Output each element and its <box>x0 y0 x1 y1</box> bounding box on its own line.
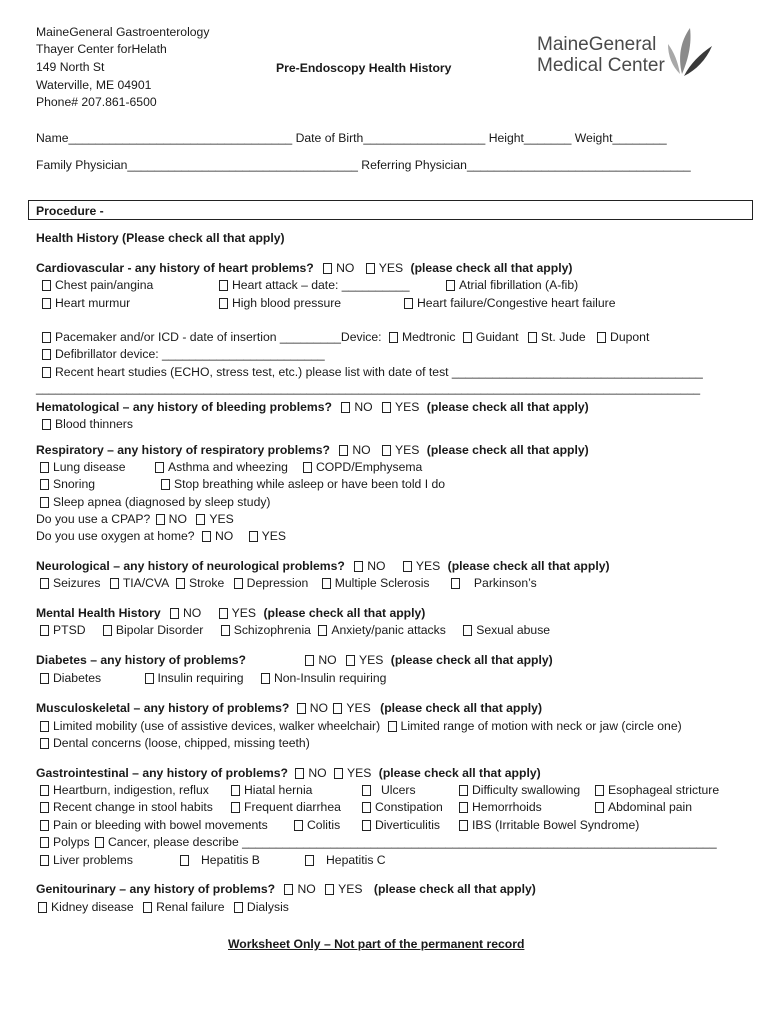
resp-lung: Lung disease <box>40 459 126 475</box>
constipation-checkbox[interactable] <box>362 802 371 813</box>
gu-yes-checkbox[interactable] <box>325 884 334 895</box>
resp-snoring: Snoring <box>40 476 95 492</box>
oxygen-row: Do you use oxygen at home? NO YES <box>36 529 286 543</box>
stjude-checkbox[interactable] <box>528 332 537 343</box>
cardio-row <box>36 260 572 276</box>
resp-row: Respiratory – any history of respiratory problems? NO YES (please check all that apply) <box>36 443 589 457</box>
gu-items: Kidney disease Renal failure Dialysis <box>38 899 289 915</box>
hemat-thinners: Blood thinners <box>42 416 133 432</box>
asthma-checkbox[interactable] <box>155 462 164 473</box>
heart-attack-checkbox[interactable] <box>219 280 228 291</box>
gi-hep-c: Hepatitis C <box>305 852 386 868</box>
clinic-center: Thayer Center forHelath <box>36 42 167 56</box>
gi-stricture: Esophageal stricture <box>595 782 719 798</box>
ms-checkbox[interactable] <box>322 578 331 589</box>
defib-checkbox[interactable] <box>42 349 51 360</box>
cardio-no-label: NO <box>336 261 355 275</box>
apnea-checkbox[interactable] <box>40 497 49 508</box>
diabetes-yes-checkbox[interactable] <box>346 655 355 666</box>
neuro-items: Seizures TIA/CVA Stroke Depression Multiple Sclerosis Parkinson’s <box>40 575 537 591</box>
oxygen-no-checkbox[interactable] <box>202 531 211 542</box>
gi-heartburn: Heartburn, indigestion, reflux <box>40 782 209 798</box>
kidney-checkbox[interactable] <box>38 902 47 913</box>
resp-asthma: Asthma and wheezing <box>155 459 288 475</box>
guidant-checkbox[interactable] <box>463 332 472 343</box>
cardio-yes-checkbox[interactable] <box>366 263 375 274</box>
musculo-yes-checkbox[interactable] <box>333 703 342 714</box>
cardio-pacemaker: Pacemaker and/or ICD - date of insertion _________Device: Medtronic Guidant St. Jude Dupont <box>42 329 649 345</box>
gu-row: Genitourinary – any history of problems? NO YES (please check all that apply) <box>36 882 536 896</box>
cardio-hbp: High blood pressure <box>219 295 341 311</box>
clinic-street: 149 North St <box>36 60 105 74</box>
bipolar-checkbox[interactable] <box>103 625 112 636</box>
renal-checkbox[interactable] <box>143 902 152 913</box>
gu-heading: Genitourinary – any history of problems? <box>36 882 276 896</box>
gu-no-checkbox[interactable] <box>284 884 293 895</box>
gi-hemorrhoids: Hemorrhoids <box>459 799 542 815</box>
dupont-checkbox[interactable] <box>597 332 606 343</box>
gi-ulcers: Ulcers <box>362 782 416 798</box>
schizo-checkbox[interactable] <box>221 625 230 636</box>
neuro-row: Neurological – any history of neurological problems? NO YES (please check all that apply) <box>36 559 610 573</box>
cardio-heading: Cardiovascular - any history of heart problems? <box>36 261 314 275</box>
hemat-yes-checkbox[interactable] <box>382 402 391 413</box>
cardio-afib: Atrial fibrillation (A-fib) <box>446 277 578 293</box>
gi-constipation: Constipation <box>362 799 443 815</box>
motion-checkbox[interactable] <box>388 721 397 732</box>
failure-checkbox[interactable] <box>404 298 413 309</box>
neuro-no-checkbox[interactable] <box>354 561 363 572</box>
gi-pain-bleeding: Pain or bleeding with bowel movements <box>40 817 268 833</box>
stroke-checkbox[interactable] <box>176 578 185 589</box>
gi-no-checkbox[interactable] <box>295 768 304 779</box>
hbp-checkbox[interactable] <box>219 298 228 309</box>
pacemaker-checkbox[interactable] <box>42 332 51 343</box>
ibs-checkbox[interactable] <box>459 820 468 831</box>
murmur-checkbox[interactable] <box>42 298 51 309</box>
polyps-checkbox[interactable] <box>40 837 49 848</box>
hiatal-checkbox[interactable] <box>231 785 240 796</box>
seizures-checkbox[interactable] <box>40 578 49 589</box>
non-insulin-checkbox[interactable] <box>261 673 270 684</box>
logo-line2: Medical Center <box>537 55 665 76</box>
neuro-heading: Neurological – any history of neurological problems? <box>36 559 345 573</box>
liver-checkbox[interactable] <box>40 855 49 866</box>
abuse-checkbox[interactable] <box>463 625 472 636</box>
mobility-checkbox[interactable] <box>40 721 49 732</box>
ptsd-checkbox[interactable] <box>40 625 49 636</box>
hep-c-checkbox[interactable] <box>305 855 314 866</box>
studies-checkbox[interactable] <box>42 367 51 378</box>
hep-b-checkbox[interactable] <box>180 855 189 866</box>
gi-polyps-row: Polyps Cancer, please describe ______________________________________________________________________ <box>40 834 717 850</box>
cpap-row: Do you use a CPAP? NO YES <box>36 512 234 526</box>
diabetes-no-checkbox[interactable] <box>305 655 314 666</box>
clinic-name: MaineGeneral Gastroenterology <box>36 25 210 39</box>
ulcers-checkbox[interactable] <box>362 785 371 796</box>
resp-no-checkbox[interactable] <box>339 445 348 456</box>
gi-hiatal: Hiatal hernia <box>231 782 312 798</box>
clinic-city: Waterville, ME 04901 <box>36 78 152 92</box>
page-title: Pre-Endoscopy Health History <box>276 61 452 75</box>
gi-swallowing: Difficulty swallowing <box>459 782 580 798</box>
clinic-phone: Phone# 207.861-6500 <box>36 95 157 109</box>
diarrhea-checkbox[interactable] <box>231 802 240 813</box>
thinners-checkbox[interactable] <box>42 419 51 430</box>
patient-info-line1[interactable]: Name_________________________________ Date of Birth__________________ Height_______ Weight________ <box>36 131 667 145</box>
musculo-no-checkbox[interactable] <box>297 703 306 714</box>
hemat-heading: Hematological – any history of bleeding problems? <box>36 400 332 414</box>
chest-checkbox[interactable] <box>42 280 51 291</box>
cpap-yes-checkbox[interactable] <box>196 514 205 525</box>
leaf-logo-icon <box>660 24 716 78</box>
cardio-chest: Chest pain/angina <box>42 277 153 293</box>
procedure-label: Procedure - <box>36 204 104 218</box>
musculo-row: Musculoskeletal – any history of problems? NO YES (please check all that apply) <box>36 701 543 715</box>
gi-diverticulitis: Diverticulitis <box>362 817 440 833</box>
diabetes-items: Diabetes Insulin requiring Non-Insulin requiring <box>40 670 386 686</box>
stop-checkbox[interactable] <box>161 479 170 490</box>
lung-checkbox[interactable] <box>40 462 49 473</box>
colitis-checkbox[interactable] <box>294 820 303 831</box>
abdominal-checkbox[interactable] <box>595 802 604 813</box>
mental-no-checkbox[interactable] <box>170 608 179 619</box>
swallowing-checkbox[interactable] <box>459 785 468 796</box>
mental-items: PTSD Bipolar Disorder Schizophrenia Anxiety/panic attacks Sexual abuse <box>40 622 550 638</box>
footer-note: Worksheet Only – Not part of the permanent record <box>228 937 525 951</box>
pain-bleeding-checkbox[interactable] <box>40 820 49 831</box>
patient-info-line2[interactable]: Family Physician__________________________________ Referring Physician_________________________________ <box>36 158 691 172</box>
anxiety-checkbox[interactable] <box>318 625 327 636</box>
gi-hep-b: Hepatitis B <box>180 852 260 868</box>
hemat-no-checkbox[interactable] <box>341 402 350 413</box>
cpap-no-checkbox[interactable] <box>156 514 165 525</box>
health-history-heading: Health History (Please check all that apply) <box>36 231 285 245</box>
gi-colitis: Colitis <box>294 817 340 833</box>
musculo-mobility-row: Limited mobility (use of assistive devices, walker wheelchair) Limited range of motion with neck or jaw (circle one) <box>40 718 682 734</box>
hemat-row: Hematological – any history of bleeding problems? NO YES (please check all that apply) <box>36 400 589 414</box>
gi-stool: Recent change in stool habits <box>40 799 213 815</box>
tia-checkbox[interactable] <box>110 578 119 589</box>
gi-diarrhea: Frequent diarrhea <box>231 799 341 815</box>
studies-line[interactable]: _______________________________________________________________________________________________________ <box>36 382 701 395</box>
stricture-checkbox[interactable] <box>595 785 604 796</box>
copd-checkbox[interactable] <box>303 462 312 473</box>
depression-checkbox[interactable] <box>234 578 243 589</box>
snoring-checkbox[interactable] <box>40 479 49 490</box>
diabetes-checkbox[interactable] <box>40 673 49 684</box>
cardio-studies: Recent heart studies (ECHO, stress test, etc.) please list with date of test _____________________________________ <box>42 364 703 380</box>
diverticulitis-checkbox[interactable] <box>362 820 371 831</box>
hemorrhoids-checkbox[interactable] <box>459 802 468 813</box>
gi-abdominal: Abdominal pain <box>595 799 692 815</box>
gi-row: Gastrointestinal – any history of problems? NO YES (please check all that apply) <box>36 766 541 780</box>
cardio-yes-label: YES <box>378 261 404 275</box>
neuro-yes-checkbox[interactable] <box>403 561 412 572</box>
dental-checkbox[interactable] <box>40 738 49 749</box>
gi-ibs: IBS (Irritable Bowel Syndrome) <box>459 817 639 833</box>
procedure-box[interactable] <box>28 200 753 220</box>
medtronic-checkbox[interactable] <box>389 332 398 343</box>
afib-checkbox[interactable] <box>446 280 455 291</box>
resp-copd: COPD/Emphysema <box>303 459 422 475</box>
gi-liver: Liver problems <box>40 852 133 868</box>
cardio-murmur: Heart murmur <box>42 295 130 311</box>
mental-heading: Mental Health History <box>36 606 161 620</box>
cardio-no-checkbox[interactable] <box>323 263 332 274</box>
resp-heading: Respiratory – any history of respiratory problems? <box>36 443 330 457</box>
logo-line1: MaineGeneral <box>537 34 657 55</box>
mental-yes-checkbox[interactable] <box>219 608 228 619</box>
oxygen-yes-checkbox[interactable] <box>249 531 258 542</box>
gi-yes-checkbox[interactable] <box>334 768 343 779</box>
resp-apnea: Sleep apnea (diagnosed by sleep study) <box>40 494 271 510</box>
parkinsons-checkbox[interactable] <box>451 578 460 589</box>
cardio-failure: Heart failure/Congestive heart failure <box>404 295 616 311</box>
musculo-heading: Musculoskeletal – any history of problems? <box>36 701 290 715</box>
cardio-defib: Defibrillator device: ________________________ <box>42 346 325 362</box>
heartburn-checkbox[interactable] <box>40 785 49 796</box>
dialysis-checkbox[interactable] <box>234 902 243 913</box>
resp-yes-checkbox[interactable] <box>382 445 391 456</box>
insulin-checkbox[interactable] <box>145 673 154 684</box>
cardio-heart-attack: Heart attack – date: __________ <box>219 277 410 293</box>
gi-heading: Gastrointestinal – any history of problems? <box>36 766 288 780</box>
cardio-note: (please check all that apply) <box>410 261 573 275</box>
diabetes-row: Diabetes – any history of problems? NO YES (please check all that apply) <box>36 653 553 667</box>
cancer-checkbox[interactable] <box>95 837 104 848</box>
mental-row: Mental Health History NO YES (please check all that apply) <box>36 606 426 620</box>
resp-stop: Stop breathing while asleep or have been told I do <box>161 476 445 492</box>
diabetes-heading: Diabetes – any history of problems? <box>36 653 246 667</box>
musculo-dental: Dental concerns (loose, chipped, missing teeth) <box>40 735 310 751</box>
stool-checkbox[interactable] <box>40 802 49 813</box>
